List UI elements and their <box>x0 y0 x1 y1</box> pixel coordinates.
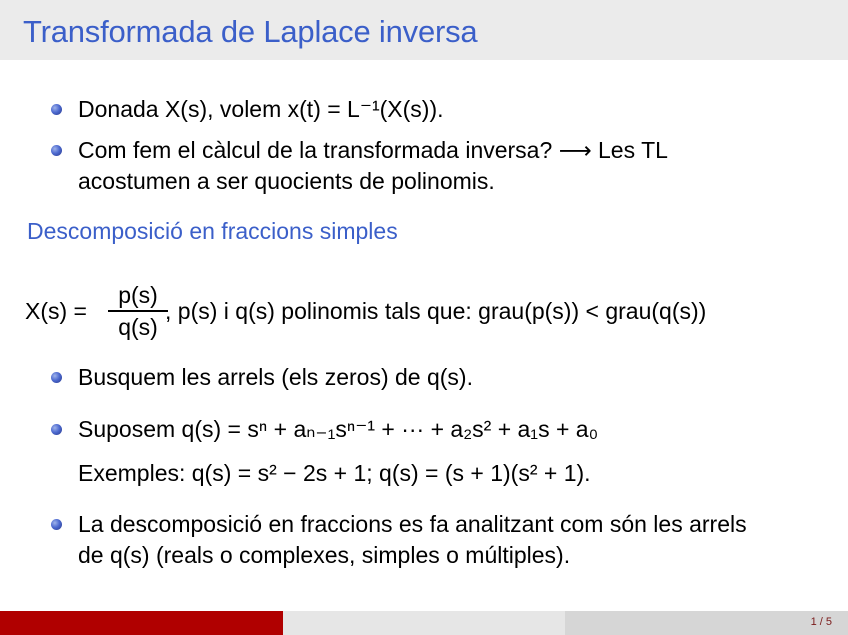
bullet-text-5: La descomposició en fraccions es fa analitzant com són les arrels <box>78 511 747 537</box>
bullet-text-2-cont: acostumen a ser quocients de polinomis. <box>78 168 495 194</box>
page-number: 1 / 5 <box>810 616 832 628</box>
bullet-text-4: Suposem q(s) = sⁿ + aₙ₋₁sⁿ⁻¹ + ··· + a₂s² + a₁s + a₀ <box>78 416 599 442</box>
formula-denominator: q(s) <box>118 313 158 340</box>
bullet-icon <box>51 424 62 435</box>
slide-title: Transformada de Laplace inversa <box>23 14 478 49</box>
bullet-icon <box>51 104 62 115</box>
bullet-text-3: Busquem les arrels (els zeros) de q(s). <box>78 364 473 390</box>
formula-lhs: X(s) = <box>25 298 87 324</box>
bullet-icon <box>51 519 62 530</box>
bullet-text-2: Com fem el càlcul de la transformada inversa? ⟶ Les TL <box>78 137 668 163</box>
section-title: Descomposició en fraccions simples <box>27 218 398 244</box>
bullet-icon <box>51 372 62 383</box>
footer-bar-right <box>565 611 848 635</box>
footer-bar-middle <box>283 611 565 635</box>
examples-text: Exemples: q(s) = s² − 2s + 1; q(s) = (s + 1)(s² + 1). <box>78 460 591 486</box>
formula-numerator: p(s) <box>118 282 158 308</box>
footer-bar-left <box>0 611 283 635</box>
fraction-bar <box>108 310 168 312</box>
bullet-text-5-cont: de q(s) (reals o complexes, simples o múltiples). <box>78 542 571 568</box>
bullet-icon <box>51 145 62 156</box>
formula-fraction <box>108 282 168 340</box>
formula-rest: , p(s) i q(s) polinomis tals que: grau(p(s)) < grau(q(s)) <box>165 298 707 324</box>
bullet-text-1: Donada X(s), volem x(t) = L⁻¹(X(s)). <box>78 96 444 122</box>
